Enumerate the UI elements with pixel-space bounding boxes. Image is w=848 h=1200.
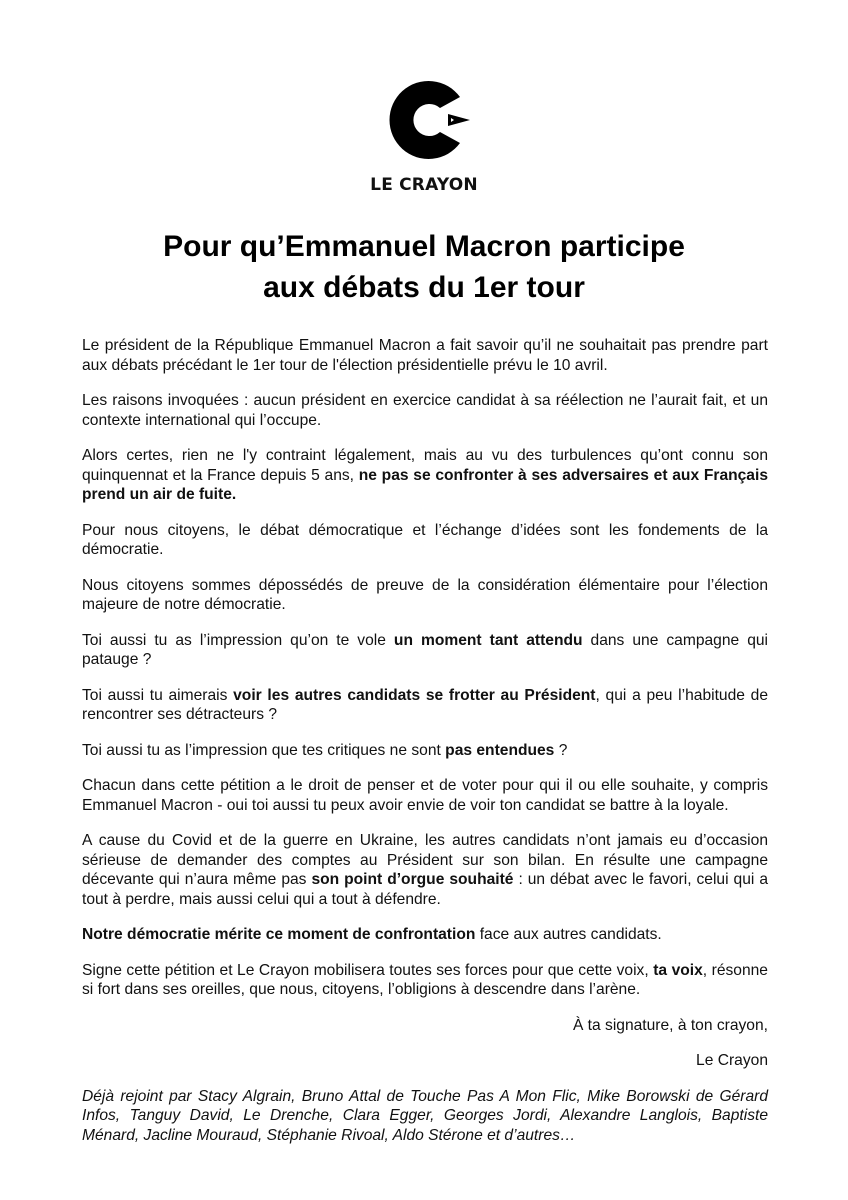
logo <box>368 70 480 200</box>
paragraph-11 <box>82 925 768 945</box>
paragraph-4: Pour nous citoyens, le débat démocratique et l’échange d’idées sont les fondements de la démocratie. <box>82 521 768 558</box>
title-line-2: aux débats du 1er tour <box>263 271 585 304</box>
brand-name: LE CRAYON <box>370 175 478 195</box>
paragraph-3-text: Alors certes, rien ne l'y contraint légalement, mais au vu des turbulences qu’ont connu son quinquennat et la France depuis 5 ans, <box>82 447 768 484</box>
paragraph-7-text-c: , qui a peu l’habitude de rencontrer ses détracteurs ? <box>82 686 768 723</box>
paragraph-12-text-a: Signe cette pétition et Le Crayon mobilisera toutes ses forces pour que cette voix, <box>82 961 654 979</box>
letter-body <box>82 336 768 1161</box>
paragraph-8 <box>82 741 768 761</box>
paragraph-12 <box>82 961 768 1000</box>
paragraph-7-bold: voir les autres candidats se frotter au Président <box>233 686 596 704</box>
paragraph-3 <box>82 446 768 505</box>
paragraph-2: Les raisons invoquées : aucun président en exercice candidat à sa réélection ne l’aurait fait, et un contexte international qui l’occupe. <box>82 392 768 429</box>
closing-line-1: À ta signature, à ton crayon, <box>572 1016 768 1034</box>
paragraph-12-text-c: , résonne si fort dans ses oreilles, que nous, citoyens, l’obligions à descendre dans l’arène. <box>82 961 768 998</box>
paragraph-5: Nous citoyens sommes dépossédés de preuve de la considération élémentaire pour l’élection majeure de notre démocratie. <box>82 576 768 613</box>
crayon-logo-icon <box>378 70 470 170</box>
signatories-list: Déjà rejoint par Stacy Algrain, Bruno Attal de Touche Pas A Mon Flic, Mike Borowski de Gérard Infos, Tanguy David, Le Drenche, Clara Egger, Georges Jordi, Alexandre Langlois, Baptiste Ménard, Jacline Mouraud, Stéphanie Rivoal, Aldo Stérone et d’autres… <box>82 1087 768 1144</box>
paragraph-6-text-a: Toi aussi tu as l’impression qu’on te vole <box>82 631 394 649</box>
paragraph-10-text-c: : un débat avec le favori, celui qui a tout à perdre, mais aussi celui qui a tout à défendre. <box>82 871 768 908</box>
title-line-1: Pour qu’Emmanuel Macron participe <box>163 230 685 263</box>
paragraph-11-text: face aux autres candidats. <box>475 926 662 943</box>
paragraph-6-bold: un moment tant attendu <box>393 631 583 649</box>
paragraph-10 <box>82 831 768 909</box>
paragraph-7-text-a: Toi aussi tu aimerais <box>82 686 234 704</box>
paragraph-3-bold: ne pas se confronter à ses adversaires et aux Français prend un air de fuite. <box>82 466 768 503</box>
paragraph-8-text-a: Toi aussi tu as l’impression que tes critiques ne sont <box>82 741 446 759</box>
paragraph-7 <box>82 686 768 725</box>
paragraph-8-text-c: ? <box>554 741 568 759</box>
paragraph-12-bold: ta voix <box>653 961 703 979</box>
paragraph-9: Chacun dans cette pétition a le droit de penser et de voter pour qui il ou elle souhaite, y compris Emmanuel Macron - oui toi aussi tu peux avoir envie de voir ton candidat se battre à la loyale. <box>82 777 768 814</box>
paragraph-11-bold: Notre démocratie mérite ce moment de confrontation <box>82 926 476 943</box>
page-title <box>0 226 848 308</box>
paragraph-1: Le président de la République Emmanuel Macron a fait savoir qu’il ne souhaitait pas prendre part aux débats précédant le 1er tour de l'élection présidentielle prévu le 10 avril. <box>82 337 768 374</box>
paragraph-10-text-a: A cause du Covid et de la guerre en Ukraine, les autres candidats n’ont jamais eu d’occasion sérieuse de demander des comptes au Président sur son bilan. En résulte une campagne décevante qui n’aura même pas <box>82 832 768 888</box>
closing-signature: Le Crayon <box>696 1052 768 1069</box>
paragraph-6-text-c: dans une campagne qui patauge ? <box>82 631 769 668</box>
paragraph-8-bold: pas entendues <box>445 741 555 759</box>
paragraph-10-bold: son point d’orgue souhaité <box>311 871 514 888</box>
paragraph-6 <box>82 631 768 670</box>
